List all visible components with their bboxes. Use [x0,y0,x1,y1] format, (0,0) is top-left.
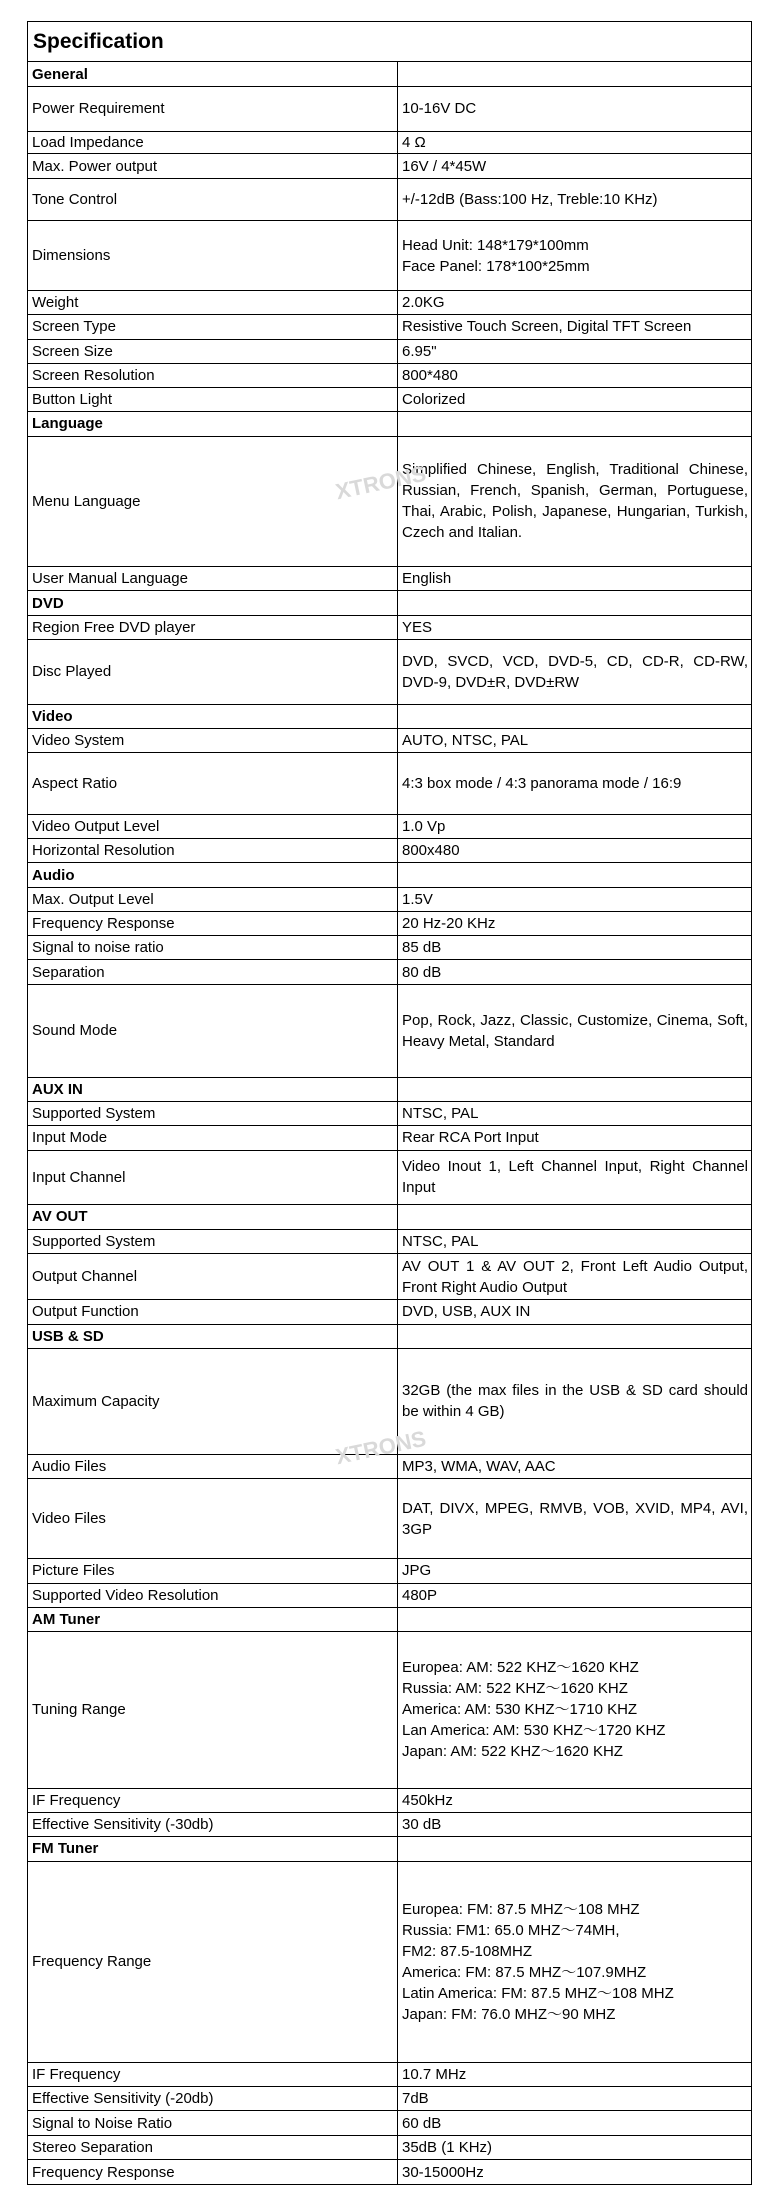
spec-label: Region Free DVD player [28,615,398,639]
section-row-fm-tuner [28,1837,752,1861]
spec-row [28,86,752,132]
spec-label: Dimensions [28,221,398,291]
spec-value: 7dB [398,2087,752,2111]
spec-value: Colorized [398,388,752,412]
spec-value: 30 dB [398,1813,752,1837]
spec-value: 35dB (1 KHz) [398,2135,752,2159]
section-row-video [28,704,752,728]
section-row-dvd [28,591,752,615]
spec-value: DVD, USB, AUX IN [398,1300,752,1324]
spec-label: User Manual Language [28,567,398,591]
spec-label: Maximum Capacity [28,1348,398,1454]
spec-label: Max. Output Level [28,887,398,911]
section-heading: FM Tuner [28,1837,398,1861]
spec-row [28,132,752,154]
spec-label: Separation [28,960,398,984]
spec-row [28,887,752,911]
spec-row [28,1455,752,1479]
section-heading-blank [398,1607,752,1631]
spec-row [28,2111,752,2135]
spec-value: Simplified Chinese, English, Traditional Chinese, Russian, French, Spanish, German, Portuguese, Thai, Arabic, Polish, Japanese, Hungarian, Turkish, Czech and Italian. [398,436,752,567]
spec-label: Screen Resolution [28,363,398,387]
spec-row [28,960,752,984]
spec-value: NTSC, PAL [398,1229,752,1253]
spec-row [28,436,752,567]
spec-value: +/-12dB (Bass:100 Hz, Treble:10 KHz) [398,178,752,220]
spec-value: 1.0 Vp [398,814,752,838]
spec-row [28,1102,752,1126]
spec-row [28,1300,752,1324]
spec-row [28,315,752,339]
spec-row [28,911,752,935]
spec-label: IF Frequency [28,1788,398,1812]
spec-label: Signal to Noise Ratio [28,2111,398,2135]
spec-row [28,615,752,639]
spec-row [28,291,752,315]
spec-value: DVD, SVCD, VCD, DVD-5, CD, CD-R, CD-RW, DVD-9, DVD±R, DVD±RW [398,639,752,704]
title-row [28,22,752,62]
section-heading-blank [398,591,752,615]
spec-label: Supported System [28,1229,398,1253]
spec-row [28,1229,752,1253]
spec-label: Output Function [28,1300,398,1324]
spec-label: Tone Control [28,178,398,220]
spec-label: Picture Files [28,1559,398,1583]
spec-label: Frequency Response [28,911,398,935]
section-row-am-tuner [28,1607,752,1631]
spec-label: Screen Size [28,339,398,363]
spec-label: Effective Sensitivity (-20db) [28,2087,398,2111]
spec-row [28,363,752,387]
spec-row [28,2062,752,2086]
spec-row [28,154,752,178]
spec-label: Horizontal Resolution [28,839,398,863]
spec-label: Disc Played [28,639,398,704]
watermark-logo: XTRONS [333,1425,429,1470]
spec-value: 20 Hz-20 KHz [398,911,752,935]
spec-value: 16V / 4*45W [398,154,752,178]
spec-label: Input Channel [28,1150,398,1205]
spec-value: 800x480 [398,839,752,863]
section-heading-blank [398,704,752,728]
watermark-logo: XTRONS [333,460,429,505]
spec-value: 450kHz [398,1788,752,1812]
spec-label: IF Frequency [28,2062,398,2086]
spec-label: Screen Type [28,315,398,339]
spec-label: Frequency Range [28,1861,398,2062]
section-heading-blank [398,863,752,887]
section-heading: AM Tuner [28,1607,398,1631]
spec-label: Supported System [28,1102,398,1126]
section-heading-blank [398,1324,752,1348]
spec-row [28,936,752,960]
spec-value: 85 dB [398,936,752,960]
spec-label: Max. Power output [28,154,398,178]
spec-label: Stereo Separation [28,2135,398,2159]
spec-row [28,1583,752,1607]
spec-value: 10-16V DC [398,86,752,132]
spec-value: 32GB (the max files in the USB & SD card should be within 4 GB) [398,1348,752,1454]
section-heading: Video [28,704,398,728]
spec-row [28,1253,752,1300]
spec-value: 30-15000Hz [398,2160,752,2185]
spec-row [28,339,752,363]
section-heading: AV OUT [28,1205,398,1229]
spec-value: 4 Ω [398,132,752,154]
spec-label: Output Channel [28,1253,398,1300]
spec-row [28,567,752,591]
section-heading-blank [398,412,752,436]
spec-value: Europea: AM: 522 KHZ～1620 KHZ Russia: AM: 522 KHZ～1620 KHZ America: AM: 530 KHZ～1710 KHZ La⁣n America: AM: 530 KHZ～1720 KHZ Japan: AM: 522 KHZ～1620 KHZ [398,1632,752,1789]
spec-row [28,753,752,815]
spec-row [28,1559,752,1583]
section-heading: Audio [28,863,398,887]
spec-title: Specification [28,22,752,62]
spec-value: JPG [398,1559,752,1583]
section-heading-blank [398,1205,752,1229]
spec-row [28,1632,752,1789]
spec-value: 2.0KG [398,291,752,315]
section-heading: General [28,62,398,86]
spec-value: Video Inout 1, Left Channel Input, Right Channel Input [398,1150,752,1205]
section-row-language [28,412,752,436]
section-heading-blank [398,1077,752,1101]
spec-row [28,1861,752,2062]
spec-row [28,1126,752,1150]
spec-row [28,839,752,863]
spec-row [28,1479,752,1559]
spec-row [28,178,752,220]
section-heading: DVD [28,591,398,615]
spec-label: Supported Video Resolution [28,1583,398,1607]
spec-label: Load Impedance [28,132,398,154]
spec-row [28,2160,752,2185]
section-heading-blank [398,62,752,86]
spec-value: 480P [398,1583,752,1607]
spec-label: Frequency Response [28,2160,398,2185]
spec-label: Video Files [28,1479,398,1559]
spec-value: 80 dB [398,960,752,984]
spec-value: AUTO, NTSC, PAL [398,728,752,752]
spec-value: 800*480 [398,363,752,387]
spec-value: 4:3 box mode / 4:3 panorama mode / 16:9 [398,753,752,815]
spec-label: Menu Language [28,436,398,567]
section-row-aux-in [28,1077,752,1101]
spec-value: AV OUT 1 & AV OUT 2, Front Left Audio Output, Front Right Audio Output [398,1253,752,1300]
spec-value: 60 dB [398,2111,752,2135]
section-heading: Language [28,412,398,436]
section-heading: USB & SD [28,1324,398,1348]
spec-label: Input Mode [28,1126,398,1150]
spec-value: Resistive Touch Screen, Digital TFT Screen [398,315,752,339]
spec-value: YES [398,615,752,639]
spec-label: Weight [28,291,398,315]
spec-label: Signal to noise ratio [28,936,398,960]
spec-value: Head Unit: 148*179*100mm Face Panel: 178*100*25mm [398,221,752,291]
spec-value: NTSC, PAL [398,1102,752,1126]
section-row-general [28,62,752,86]
spec-label: Video Output Level [28,814,398,838]
spec-label: Button Light [28,388,398,412]
section-heading-blank [398,1837,752,1861]
spec-value: 6.95" [398,339,752,363]
spec-row [28,221,752,291]
spec-row [28,2135,752,2159]
spec-value: Rear RCA Port Input [398,1126,752,1150]
spec-label: Power Requirement [28,86,398,132]
section-row-usb-sd [28,1324,752,1348]
spec-row [28,1348,752,1454]
spec-row [28,1813,752,1837]
spec-row [28,1150,752,1205]
spec-label: Video System [28,728,398,752]
spec-row [28,728,752,752]
spec-row [28,984,752,1077]
spec-label: Effective Sensitivity (-30db) [28,1813,398,1837]
section-row-audio [28,863,752,887]
spec-row [28,639,752,704]
spec-value: 10.7 MHz [398,2062,752,2086]
spec-value: English [398,567,752,591]
spec-label: Aspect Ratio [28,753,398,815]
spec-row [28,1788,752,1812]
spec-label: Tuning Range [28,1632,398,1789]
spec-value: MP3, WMA, WAV, AAC [398,1455,752,1479]
spec-value: 1.5V [398,887,752,911]
spec-value: Europea: FM: 87.5 MHZ～108 MHZ Russia: FM1: 65.0 MHZ～74MH, FM2: 87.5-108MHZ America: FM: 87.5 MHZ～107.9MHZ Latin America: FM: 87.5 MHZ～108 MHZ Japan: FM: 76.0 MHZ～90 MHZ [398,1861,752,2062]
section-row-av-out [28,1205,752,1229]
spec-value: DAT, DIVX, MPEG, RMVB, VOB, XVID, MP4, AVI, 3GP [398,1479,752,1559]
spec-row [28,814,752,838]
spec-row [28,388,752,412]
spec-label: Sound Mode [28,984,398,1077]
section-heading: AUX IN [28,1077,398,1101]
spec-value: Pop, Rock, Jazz, Classic, Customize, Cinema, Soft, Heavy Metal, Standard [398,984,752,1077]
spec-label: Audio Files [28,1455,398,1479]
spec-row [28,2087,752,2111]
spec-table [27,21,752,2185]
